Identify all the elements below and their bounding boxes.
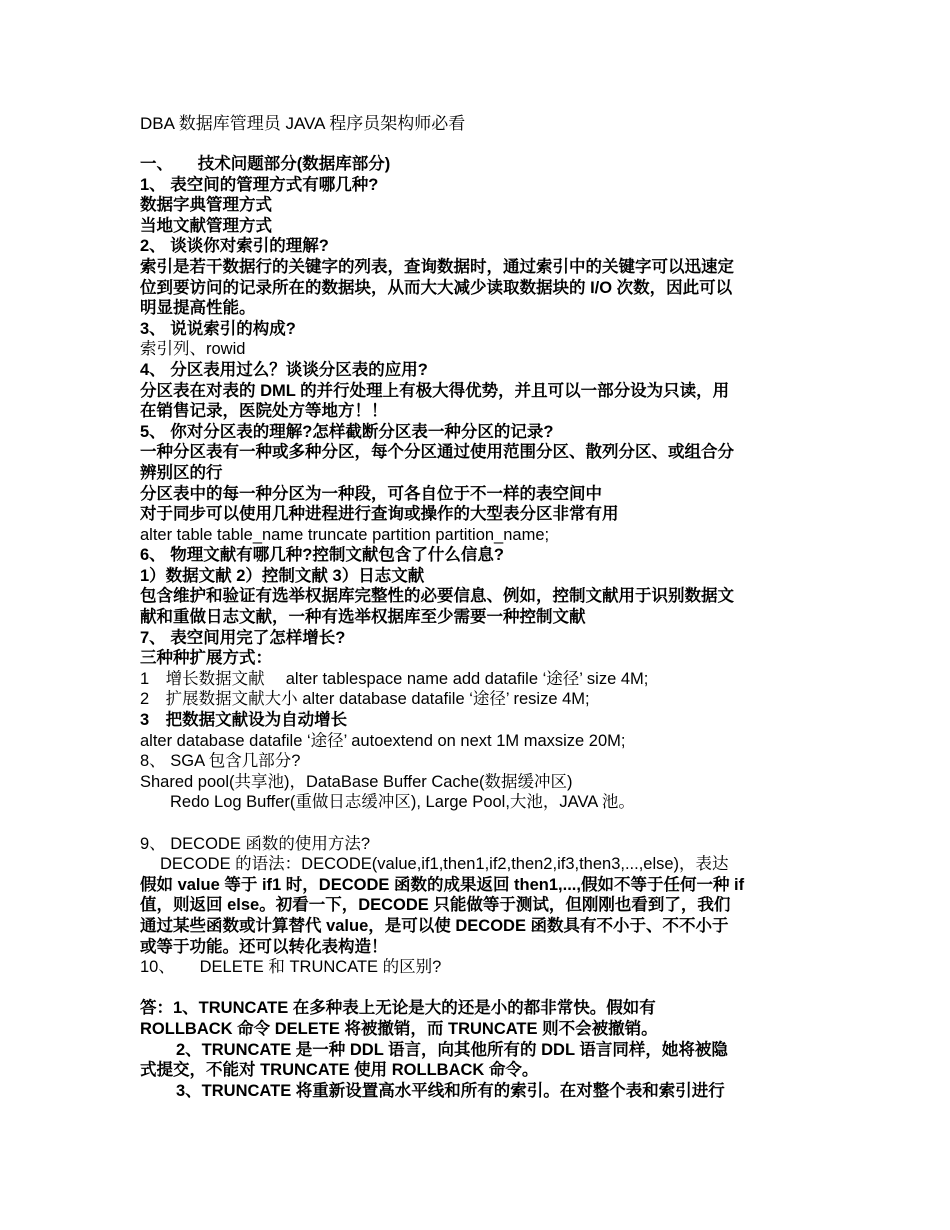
question-1: 1、 表空间的管理方式有哪几种?	[140, 175, 379, 194]
blank-line	[140, 813, 815, 834]
answer-line: ROLLBACK 命令 DELETE 将被撤销，而 TRUNCATE 则不会被撤销。	[140, 1019, 658, 1038]
answer-line: 2、TRUNCATE 是一种 DDL 语言，向其他所有的 DDL 语言同样，她将被隐	[176, 1040, 728, 1059]
answer-line: 一种分区表有一种或多种分区，每个分区通过使用范围分区、散列分区、或组合分	[140, 443, 734, 462]
answer-line: 三种种扩展方式：	[140, 649, 272, 668]
answer-line: 式提交，不能对 TRUNCATE 使用 ROLLBACK 命令。	[140, 1061, 539, 1080]
sql-statement: alter table table_name truncate partition partition_name;	[140, 525, 550, 544]
answer-line: 或等于功能。还可以转化表构造！	[140, 937, 388, 956]
answer-line: 分区表在对表的 DML 的并行处理上有极大得优势，并且可以一部分设为只读，用	[140, 381, 730, 400]
question-6: 6、 物理文献有哪几种?控制文献包含了什么信息?	[140, 546, 504, 565]
question-10: 10、 DELETE 和 TRUNCATE 的区别?	[140, 958, 442, 977]
answer-line: 分区表中的每一种分区为一种段，可各自位于不一样的表空间中	[140, 484, 602, 503]
question-5: 5、 你对分区表的理解?怎样截断分区表一种分区的记录?	[140, 422, 554, 441]
answer-line: 值，则返回 else。初看一下，DECODE 只能做等于测试，但刚刚也看到了，我们	[140, 896, 731, 915]
question-3: 3、 说说索引的构成?	[140, 319, 296, 338]
question-7: 7、 表空间用完了怎样增长?	[140, 628, 346, 647]
answer-line: 索引是若干数据行的关键字的列表，查询数据时，通过索引中的关键字可以迅速定	[140, 257, 734, 276]
answer-line: 3 把数据文献设为自动增长	[140, 711, 348, 730]
answer-line: 索引列、rowid	[140, 340, 246, 359]
question-4: 4、 分区表用过么？谈谈分区表的应用?	[140, 360, 428, 379]
sql-statement: 2 扩展数据文献大小 alter database datafile ‘途径’ resize 4M;	[140, 690, 590, 709]
answer-line: 在销售记录，医院处方等地方！！	[140, 402, 388, 421]
answer-line: 当地文献管理方式	[140, 216, 272, 235]
answer-line: 位到要访问的记录所在的数据块，从而大大减少读取数据块的 I/O 次数，因此可以	[140, 278, 733, 297]
answer-line: 假如 value 等于 if1 时，DECODE 函数的成果返回 then1,...,假如不等于任何一种 if	[140, 875, 745, 894]
answer-line: Shared pool(共享池)，DataBase Buffer Cache(数据缓冲区)	[140, 772, 573, 791]
answer-line: 通过某些函数或计算替代 value，是可以使 DECODE 函数具有不小于、不不小于	[140, 916, 729, 935]
answer-line: 辨别区的行	[140, 463, 223, 482]
answer-line: 包含维护和验证有选举权据库完整性的必要信息、例如，控制文献用于识别数据文	[140, 587, 734, 606]
question-8: 8、 SGA 包含几部分?	[140, 752, 301, 771]
answer-line: 答：1、TRUNCATE 在多种表上无论是大的还是小的都非常快。假如有	[140, 999, 656, 1018]
answer-line: Redo Log Buffer(重做日志缓冲区), Large Pool,大池，JAVA 池。	[170, 793, 635, 812]
sql-statement: 1 增长数据文献 alter tablespace name add datafile ‘途径’ size 4M;	[140, 669, 649, 688]
answer-line: 3、TRUNCATE 将重新设置高水平线和所有的索引。在对整个表和索引进行	[176, 1081, 725, 1100]
answer-line: 1）数据文献 2）控制文献 3）日志文献	[140, 566, 425, 585]
answer-line: 明显提高性能。	[140, 299, 256, 318]
answer-line: 对于同步可以使用几种进程进行查询或操作的大型表分区非常有用	[140, 505, 619, 524]
sql-statement: alter database datafile ‘途径’ autoextend on next 1M maxsize 20M;	[140, 731, 626, 750]
document-body	[140, 154, 815, 1101]
answer-line: DECODE 的语法：DECODE(value,if1,then1,if2,then2,if3,then3,...,else)，表达	[160, 855, 729, 874]
answer-line: 献和重做日志文献，一种有选举权据库至少需要一种控制文献	[140, 608, 586, 627]
question-2: 2、 谈谈你对索引的理解?	[140, 237, 329, 256]
document-title: DBA 数据库管理员 JAVA 程序员架构师必看	[140, 114, 466, 133]
section-heading: 一、 技术问题部分(数据库部分)	[140, 155, 391, 173]
question-9: 9、 DECODE 函数的使用方法?	[140, 834, 371, 853]
blank-line	[140, 978, 815, 999]
answer-line: 数据字典管理方式	[140, 196, 272, 215]
